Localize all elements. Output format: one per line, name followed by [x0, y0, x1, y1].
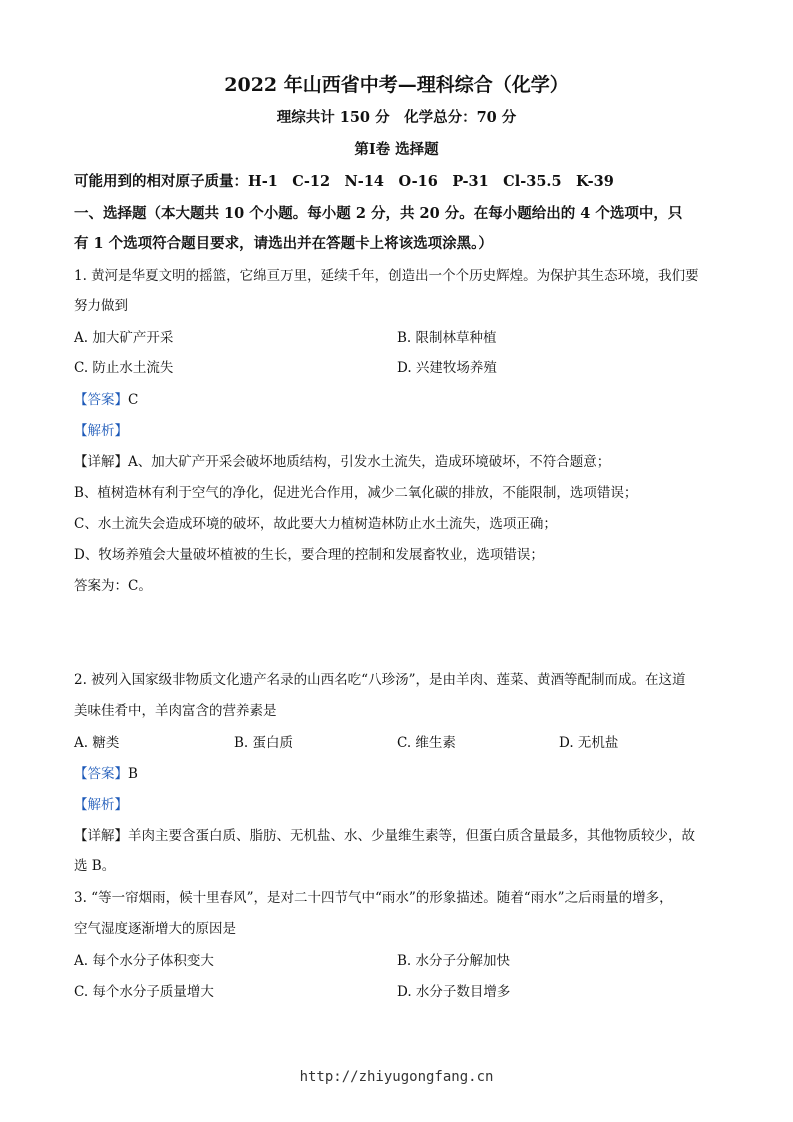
detail-tag: 【详解】 [74, 828, 128, 844]
section-title: 第Ⅰ卷 选择题 [354, 141, 439, 158]
q1-answer-value: C [128, 392, 139, 408]
q1-detail-line2: B、植树造林有利于空气的净化，促进光合作用，减少二氧化碳的排放，不能限制，选项错误； [74, 485, 638, 501]
analysis-tag: 【解析】 [74, 423, 128, 439]
q2-stem-line1: 2. 被列入国家级非物质文化遗产名录的山西名吃“八珍汤”，是由羊肉、莲菜、黄酒等配制而成。在这道 [74, 672, 686, 688]
footer-url[interactable]: http://zhiyugongfang.cn [299, 1069, 494, 1085]
q1-detail-line3: C、水土流失会造成环境的破坏，故此要大力植树造林防止水土流失，选项正确； [74, 516, 557, 532]
atomic-masses: 可能用到的相对原子质量：H-1 C-12 N-14 O-16 P-31 Cl-35.5 K-39 [74, 173, 614, 190]
q2-detail-line2: 选 B。 [74, 858, 116, 874]
analysis-tag: 【解析】 [74, 797, 128, 813]
q2-option-d: D. 无机盐 [559, 735, 619, 751]
q3-option-c: C. 每个水分子质量增大 [74, 984, 214, 1000]
q1-stem-line2: 努力做到 [74, 298, 128, 314]
q2-analysis [74, 795, 719, 815]
q1-detail-line1 [74, 452, 719, 472]
answer-tag: 【答案】 [74, 766, 128, 782]
detail-tag: 【详解】 [74, 454, 128, 470]
answer-tag: 【答案】 [74, 392, 128, 408]
q1-stem-line1: 1. 黄河是华夏文明的摇篮，它绵亘万里，延续千年，创造出一个个历史辉煌。为保护其生态环境，我们要 [74, 268, 699, 284]
part1-heading-line1: 一、选择题（本大题共 10 个小题。每小题 2 分，共 20 分。在每小题给出的 4 个选项中，只 [74, 205, 683, 222]
q1-detail-line5: 答案为：C。 [74, 578, 152, 594]
q3-option-a: A. 每个水分子体积变大 [74, 953, 214, 969]
part1-heading-line2: 有 1 个选项符合题目要求，请选出并在答题卡上将该选项涂黑。） [74, 235, 493, 252]
page-title: 2022 年山西省中考—理科综合（化学） [224, 74, 569, 96]
score-info: 理综共计 150 分 化学总分：70 分 [276, 109, 517, 126]
q1-detail-line4: D、牧场养殖会大量破坏植被的生长，要合理的控制和发展畜牧业，选项错误； [74, 547, 544, 563]
q1-analysis [74, 421, 719, 441]
q1-answer [74, 390, 719, 410]
q3-stem-line1: 3. “等一帘烟雨，候十里春风”，是对二十四节气中“雨水”的形象描述。随着“雨水”之后雨量的增多， [74, 890, 673, 906]
q2-stem-line2: 美味佳肴中，羊肉富含的营养素是 [74, 703, 277, 719]
q2-detail-line1 [74, 826, 719, 846]
q1-option-d: D. 兴建牧场养殖 [397, 360, 497, 376]
q1-option-c: C. 防止水土流失 [74, 360, 174, 376]
q1-option-b: B. 限制林草种植 [397, 330, 497, 346]
q2-option-a: A. 糖类 [74, 735, 120, 751]
q2-answer-value: B [128, 766, 138, 782]
q1-detail-text: A、加大矿产开采会破坏地质结构，引发水土流失，造成环境破坏，不符合题意； [128, 454, 611, 470]
q3-option-b: B. 水分子分解加快 [397, 953, 511, 969]
q2-answer [74, 764, 719, 784]
q2-option-c: C. 维生素 [397, 735, 456, 751]
q3-option-d: D. 水分子数目增多 [397, 984, 511, 1000]
q2-option-b: B. 蛋白质 [234, 735, 294, 751]
q1-option-a: A. 加大矿产开采 [74, 330, 174, 346]
q2-detail-text: 羊肉主要含蛋白质、脂肪、无机盐、水、少量维生素等，但蛋白质含量最多，其他物质较少，故 [128, 828, 695, 844]
q3-stem-line2: 空气湿度逐渐增大的原因是 [74, 921, 236, 937]
